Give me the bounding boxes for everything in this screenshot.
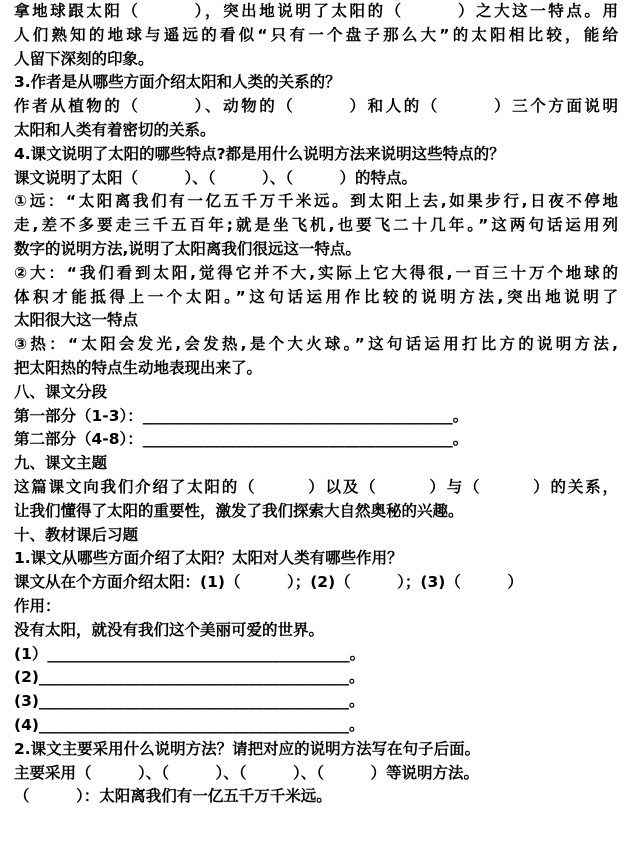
text-line: 人留下深刻的印象。 (14, 49, 154, 68)
section-heading: 十、教材课后习题 (14, 525, 139, 544)
blank-line: 第二部分（4-8）：________________________________________。 (14, 430, 469, 449)
text-line: ②大：“我们看到太阳,觉得它并不大,实际上它大得很,一百三十万个地球的 (14, 263, 618, 282)
blank-line: 第一部分（1-3）：________________________________________。 (14, 406, 469, 425)
text-line: 太阳很大这一特点 (14, 311, 139, 330)
text-line: 人们熟知的地球与遥远的看似“只有一个盘子那么大”的太阳相比较，能给 (14, 25, 618, 44)
text-line: （ ）：太阳离我们有一亿五千万千米远。 (14, 787, 332, 806)
text-line: 太阳和人类有着密切的关系。 (14, 120, 216, 139)
text-line: ③热：“太阳会发光,会发热,是个大火球。”这句话运用打比方的说明方法, (14, 335, 618, 354)
text-line: 走,差不多要走三千五百年;就是坐飞机,也要飞二十几年。”这两句话运用列 (14, 216, 618, 235)
text-line: 拿地球跟太阳（ ），突出地说明了太阳的（ ）之大这一特点。用 (14, 2, 618, 20)
text-line: 体积才能抵得上一个太阳。”这句话运用作比较的说明方法,突出地说明了 (14, 287, 618, 306)
text-line: 作者从植物的（ ）、动物的（ ）和人的（ ）三个方面说明 (14, 97, 618, 116)
text-line: 让我们懂得了太阳的重要性，激发了我们探索大自然奥秘的兴趣。 (14, 501, 464, 520)
document-page (14, 0, 618, 809)
text-line: 数字的说明方法,说明了太阳离我们很远这一特点。 (14, 239, 361, 258)
text-line: 课文说明了太阳（ ）、（ ）、（ ）的特点。 (14, 168, 418, 187)
question-heading: 3.作者是从哪些方面介绍太阳和人类的关系的？ (14, 73, 341, 92)
text-line: ①远：“太阳离我们有一亿五千万千米远。到太阳上去,如果步行,日夜不停地 (14, 192, 618, 211)
text-line: 把太阳热的特点生动地表现出来了。 (14, 358, 263, 377)
question-heading: 1.课文从哪些方面介绍了太阳？太阳对人类有哪些作用？ (14, 549, 403, 568)
blank-line: (3)________________________________________。 (14, 692, 365, 711)
question-heading: 2.课文主要采用什么说明方法？请把对应的说明方法写在句子后面。 (14, 739, 481, 758)
section-heading: 八、课文分段 (14, 382, 108, 401)
section-heading: 九、课文主题 (14, 454, 108, 473)
text-line: 这篇课文向我们介绍了太阳的（ ）以及（ ）与（ ）的关系， (14, 477, 618, 496)
blank-line: (2)________________________________________。 (14, 668, 365, 687)
blank-line: (4)________________________________________。 (14, 715, 365, 734)
text-line: 没有太阳，就没有我们这个美丽可爱的世界。 (14, 620, 325, 639)
text-line: 主要采用（ ）、（ ）、（ ）、（ ）等说明方法。 (14, 763, 480, 782)
blank-line: (1）_______________________________________。 (14, 644, 366, 663)
question-heading: 4.课文说明了太阳的哪些特点?都是用什么说明方法来说明这些特点的？ (14, 144, 505, 163)
text-line: 作用： (14, 596, 61, 615)
text-line: 课文从在个方面介绍太阳：(1)（ ）；(2)（ ）；(3)（ ） (14, 573, 523, 592)
